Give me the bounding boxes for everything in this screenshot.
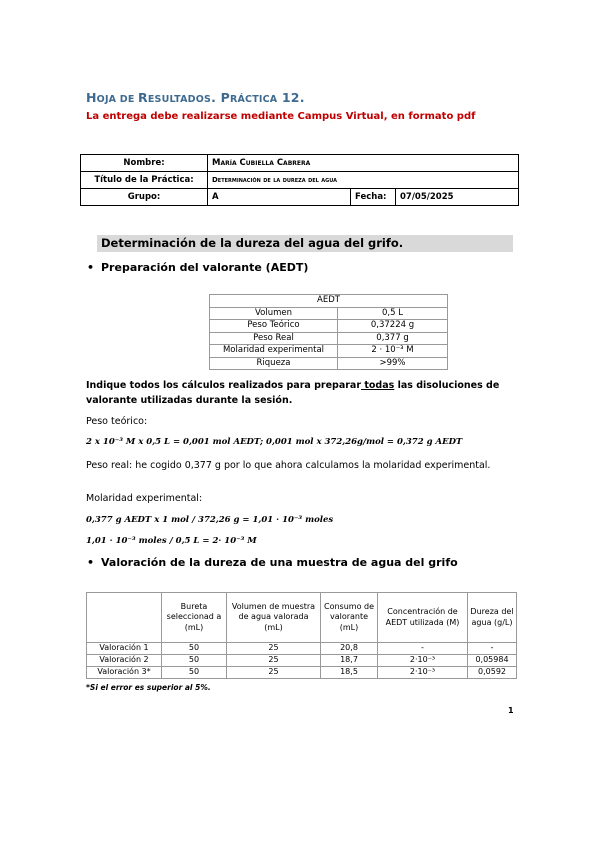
- grupo-label: Grupo:: [81, 189, 208, 206]
- question-part: Indique todos los cálculos realizados para preparar: [86, 380, 362, 391]
- student-info-table: [80, 154, 519, 206]
- bullet-dot: •: [87, 261, 95, 274]
- cell: 0,0592: [468, 667, 517, 679]
- cell: -: [468, 643, 517, 655]
- table-footnote: *Si el error es superior al 5%.: [86, 683, 211, 692]
- aedt-table: [209, 294, 448, 370]
- title-part: 12.: [277, 90, 305, 105]
- question-part: las disoluciones de valorante utilizadas durante la sesión.: [86, 380, 500, 406]
- col-header: Bureta seleccionad a (mL): [162, 593, 227, 643]
- table-row: [87, 643, 517, 655]
- aedt-key: Molaridad experimental: [210, 345, 338, 358]
- title-part: . P: [211, 90, 230, 105]
- fecha-value: 07/05/2025: [396, 189, 519, 206]
- bullet-dot: •: [87, 556, 95, 569]
- molaridad-label: Molaridad experimental:: [86, 493, 203, 504]
- aedt-key: Riqueza: [210, 357, 338, 370]
- cell: Valoración 3*: [87, 667, 162, 679]
- section-heading: Determinación de la dureza del agua del grifo.: [97, 235, 513, 252]
- title-part: RÁCTICA: [229, 94, 278, 105]
- table-row: [210, 332, 448, 345]
- title-part: H: [86, 90, 97, 105]
- peso-real-text: Peso real: he cogido 0,377 g por lo que ahora calculamos la molaridad experimental.: [86, 460, 491, 471]
- cell: 18,7: [321, 655, 378, 667]
- equation-moles: 0,377 g AEDT x 1 mol / 372,26 g = 1,01 · 10⁻³ moles: [86, 515, 334, 525]
- aedt-key: Peso Real: [210, 332, 338, 345]
- table-row: [210, 345, 448, 358]
- bullet-preparacion-text: Preparación del valorante (AEDT): [101, 261, 309, 274]
- grupo-row: [81, 189, 519, 206]
- aedt-value: 0,37224 g: [338, 320, 448, 333]
- equation-molaridad: 1,01 · 10⁻³ moles / 0,5 L = 2· 10⁻³ M: [86, 536, 257, 546]
- table-row: [210, 357, 448, 370]
- cell: 25: [227, 655, 321, 667]
- cell: -: [378, 643, 468, 655]
- title-part: ESULTADOS: [147, 94, 212, 105]
- cell: 50: [162, 643, 227, 655]
- bullet-valoracion: [87, 556, 458, 569]
- titulo-row: [81, 172, 519, 189]
- col-header: Dureza del agua (g/L): [468, 593, 517, 643]
- col-header: Concentración de AEDT utilizada (M): [378, 593, 468, 643]
- cell: Valoración 1: [87, 643, 162, 655]
- peso-teorico-label: Peso teórico:: [86, 416, 148, 427]
- title-part: R: [138, 90, 148, 105]
- valoracion-table: [86, 592, 517, 679]
- cell: 25: [227, 667, 321, 679]
- col-header: [87, 593, 162, 643]
- bullet-valoracion-text: Valoración de la dureza de una muestra de agua del grifo: [101, 556, 458, 569]
- page-number: 1: [508, 706, 514, 715]
- cell: Valoración 2: [87, 655, 162, 667]
- question-underlined: todas: [361, 380, 395, 391]
- cell: 0,05984: [468, 655, 517, 667]
- titulo-label: Título de la Práctica:: [81, 172, 208, 189]
- cell: 25: [227, 643, 321, 655]
- bullet-preparacion: [87, 261, 308, 274]
- nombre-value: María Cubiella Cabrera: [208, 155, 519, 172]
- table-row: [87, 667, 517, 679]
- page-title: [86, 90, 305, 105]
- equation-peso-teorico: 2 x 10⁻³ M x 0,5 L = 0,001 mol AEDT; 0,001 mol x 372,26g/mol = 0,372 g AEDT: [86, 437, 463, 447]
- aedt-value: 0,5 L: [338, 307, 448, 320]
- nombre-row: [81, 155, 519, 172]
- col-header: Consumo de valorante (mL): [321, 593, 378, 643]
- table-header-row: [87, 593, 517, 643]
- table-row: [210, 307, 448, 320]
- table-row: [87, 655, 517, 667]
- aedt-value: 2 · 10⁻³ M: [338, 345, 448, 358]
- aedt-value: >99%: [338, 357, 448, 370]
- table-row: [210, 320, 448, 333]
- nombre-label: Nombre:: [81, 155, 208, 172]
- aedt-key: Volumen: [210, 307, 338, 320]
- cell: 50: [162, 667, 227, 679]
- aedt-key: Peso Teórico: [210, 320, 338, 333]
- fecha-label: Fecha:: [351, 189, 396, 206]
- grupo-value: A: [208, 189, 351, 206]
- titulo-value: Determinación de la dureza del agua: [208, 172, 519, 189]
- title-part: OJA DE: [96, 94, 139, 105]
- aedt-header: AEDT: [210, 295, 448, 308]
- submission-note: La entrega debe realizarse mediante Campus Virtual, en formato pdf: [86, 111, 476, 122]
- cell: 2·10⁻³: [378, 655, 468, 667]
- question-text: [86, 379, 516, 408]
- col-header: Volumen de muestra de agua valorada (mL): [227, 593, 321, 643]
- cell: 18,5: [321, 667, 378, 679]
- aedt-value: 0,377 g: [338, 332, 448, 345]
- cell: 20,8: [321, 643, 378, 655]
- cell: 2·10⁻³: [378, 667, 468, 679]
- cell: 50: [162, 655, 227, 667]
